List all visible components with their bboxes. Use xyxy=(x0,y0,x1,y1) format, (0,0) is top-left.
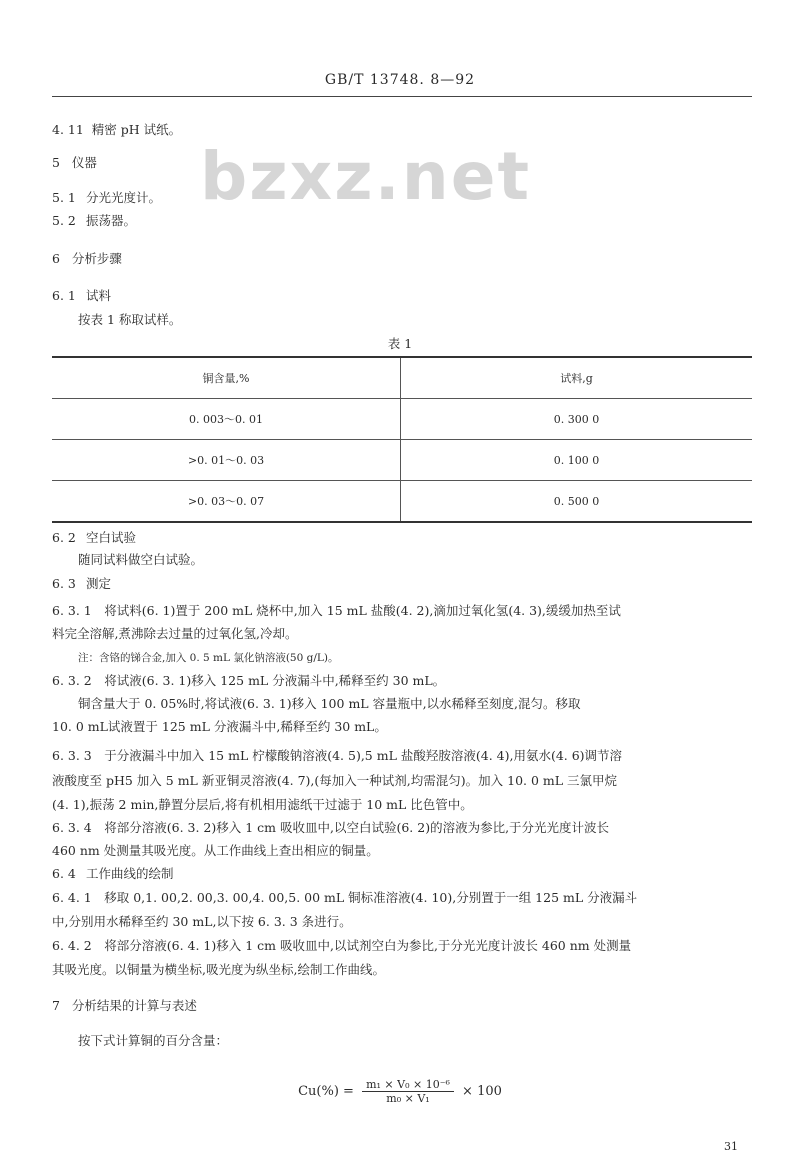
watermark: bzxz.net xyxy=(200,138,532,215)
subsection-6-1 xyxy=(52,288,111,304)
item-5-2 xyxy=(52,213,136,229)
item-number: 4. 11 xyxy=(52,122,84,137)
table-row xyxy=(52,481,752,523)
table-cell: 0. 100 0 xyxy=(401,440,753,481)
para-6-3-1-line: 6. 3. 1 将试料(6. 1)置于 200 mL 烧杯中,加入 15 mL 盐酸(4. 2),滴加过氧化氢(4. 3),缓缓加热至试 xyxy=(52,603,621,618)
para-6-3-2-line: 6. 3. 2 将试液(6. 3. 1)移入 125 mL 分液漏斗中,稀释至约 30 mL。 xyxy=(52,673,446,688)
item-text: 空白试验 xyxy=(85,530,136,545)
formula-lhs: Cu(%) = xyxy=(298,1084,354,1099)
section-number: 6 xyxy=(52,251,60,266)
section-7-heading xyxy=(52,998,197,1014)
table-cell: >0. 01～0. 03 xyxy=(52,440,401,481)
item-text: 工作曲线的绘制 xyxy=(85,866,174,881)
subsection-6-2 xyxy=(52,530,136,546)
section-6-heading xyxy=(52,251,122,267)
para-6-4-1-line: 6. 4. 1 移取 0,1. 00,2. 00,3. 00,4. 00,5. 00 mL 铜标准溶液(4. 10),分别置于一组 125 mL 分液漏斗 xyxy=(52,890,638,905)
table-caption: 表 1 xyxy=(387,336,413,351)
para-6-3-4-line: 460 nm 处测量其吸光度。从工作曲线上查出相应的铜量。 xyxy=(52,843,379,858)
table-header-row xyxy=(52,357,752,399)
item-number: 6. 4 xyxy=(52,866,76,881)
section-7-body: 按下式计算铜的百分含量： xyxy=(78,1033,229,1048)
note: 注：含铬的锑合金,加入 0. 5 mL 氯化钠溶液(50 g/L)。 xyxy=(78,652,339,664)
item-number: 6. 3 xyxy=(52,576,76,591)
subsection-6-3 xyxy=(52,576,111,592)
table-row xyxy=(52,440,752,481)
para-6-3-2-line: 铜含量大于 0. 05%时,将试液(6. 3. 1)移入 100 mL 容量瓶中,以水稀释至刻度,混匀。移取 xyxy=(78,696,581,711)
section-title: 分析结果的计算与表述 xyxy=(71,998,197,1013)
para-6-4-2-line: 6. 4. 2 将部分溶液(6. 4. 1)移入 1 cm 吸收皿中,以试剂空白为参比,于分光光度计波长 460 nm 处测量 xyxy=(52,938,632,953)
table-cell: 0. 500 0 xyxy=(401,481,753,523)
table-cell: 0. 300 0 xyxy=(401,399,753,440)
para-6-3-3-line: (4. 1),振荡 2 min,静置分层后,将有机相用滤纸干过滤于 10 mL 比色管中。 xyxy=(52,797,473,812)
para-6-3-4-line: 6. 3. 4 将部分溶液(6. 3. 2)移入 1 cm 吸收皿中,以空白试验(6. 2)的溶液为参比,于分光光度计波长 xyxy=(52,820,610,835)
para-6-3-2-line: 10. 0 mL试液置于 125 mL 分液漏斗中,稀释至约 30 mL。 xyxy=(52,719,387,734)
copper-formula xyxy=(0,1078,800,1105)
formula-rhs: × 100 xyxy=(462,1084,502,1099)
page-number: 31 xyxy=(724,1140,738,1153)
item-number: 5. 1 xyxy=(52,190,76,205)
sample-mass-table xyxy=(52,356,752,523)
para-6-3-3-line: 6. 3. 3 于分液漏斗中加入 15 mL 柠檬酸钠溶液(4. 5),5 mL 盐酸羟胺溶液(4. 4),用氨水(4. 6)调节溶 xyxy=(52,748,623,763)
item-text: 分光光度计。 xyxy=(85,190,161,205)
table-cell: 0. 003～0. 01 xyxy=(52,399,401,440)
table-header-cell: 铜含量,% xyxy=(52,357,401,399)
item-4-11 xyxy=(52,122,181,138)
para-6-4-2-line: 其吸光度。以铜量为横坐标,吸光度为纵坐标,绘制工作曲线。 xyxy=(52,962,385,977)
subsection-6-2-body: 随同试料做空白试验。 xyxy=(78,552,204,567)
formula-denominator: m₀ × V₁ xyxy=(386,1092,430,1105)
table-cell: >0. 03～0. 07 xyxy=(52,481,401,523)
para-6-4-1-line: 中,分别用水稀释至约 30 mL,以下按 6. 3. 3 条进行。 xyxy=(52,914,352,929)
section-number: 7 xyxy=(52,998,60,1013)
item-number: 6. 2 xyxy=(52,530,76,545)
item-5-1 xyxy=(52,190,161,206)
item-text: 测定 xyxy=(85,576,111,591)
item-number: 6. 1 xyxy=(52,288,76,303)
formula-fraction xyxy=(362,1078,454,1105)
section-title: 分析步骤 xyxy=(71,251,122,266)
subsection-6-1-body: 按表 1 称取试样。 xyxy=(78,312,182,327)
section-number: 5 xyxy=(52,155,60,170)
para-6-3-3-line: 液酸度至 pH5 加入 5 mL 新亚铜灵溶液(4. 7),(每加入一种试剂,均需混匀)。加入 10. 0 mL 三氯甲烷 xyxy=(52,773,618,788)
subsection-6-4 xyxy=(52,866,173,882)
item-text: 精密 pH 试纸。 xyxy=(91,122,182,137)
para-6-3-1-line: 料完全溶解,煮沸除去过量的过氧化氢,冷却。 xyxy=(52,626,298,641)
table-header-cell: 试料,g xyxy=(401,357,753,399)
section-title: 仪器 xyxy=(71,155,97,170)
header-rule xyxy=(52,96,752,97)
standard-header: GB/T 13748. 8—92 xyxy=(324,72,476,88)
table-row xyxy=(52,399,752,440)
formula-numerator: m₁ × V₀ × 10⁻⁶ xyxy=(362,1078,454,1092)
item-number: 5. 2 xyxy=(52,213,76,228)
item-text: 振荡器。 xyxy=(85,213,136,228)
section-5-heading xyxy=(52,155,97,171)
item-text: 试料 xyxy=(85,288,111,303)
